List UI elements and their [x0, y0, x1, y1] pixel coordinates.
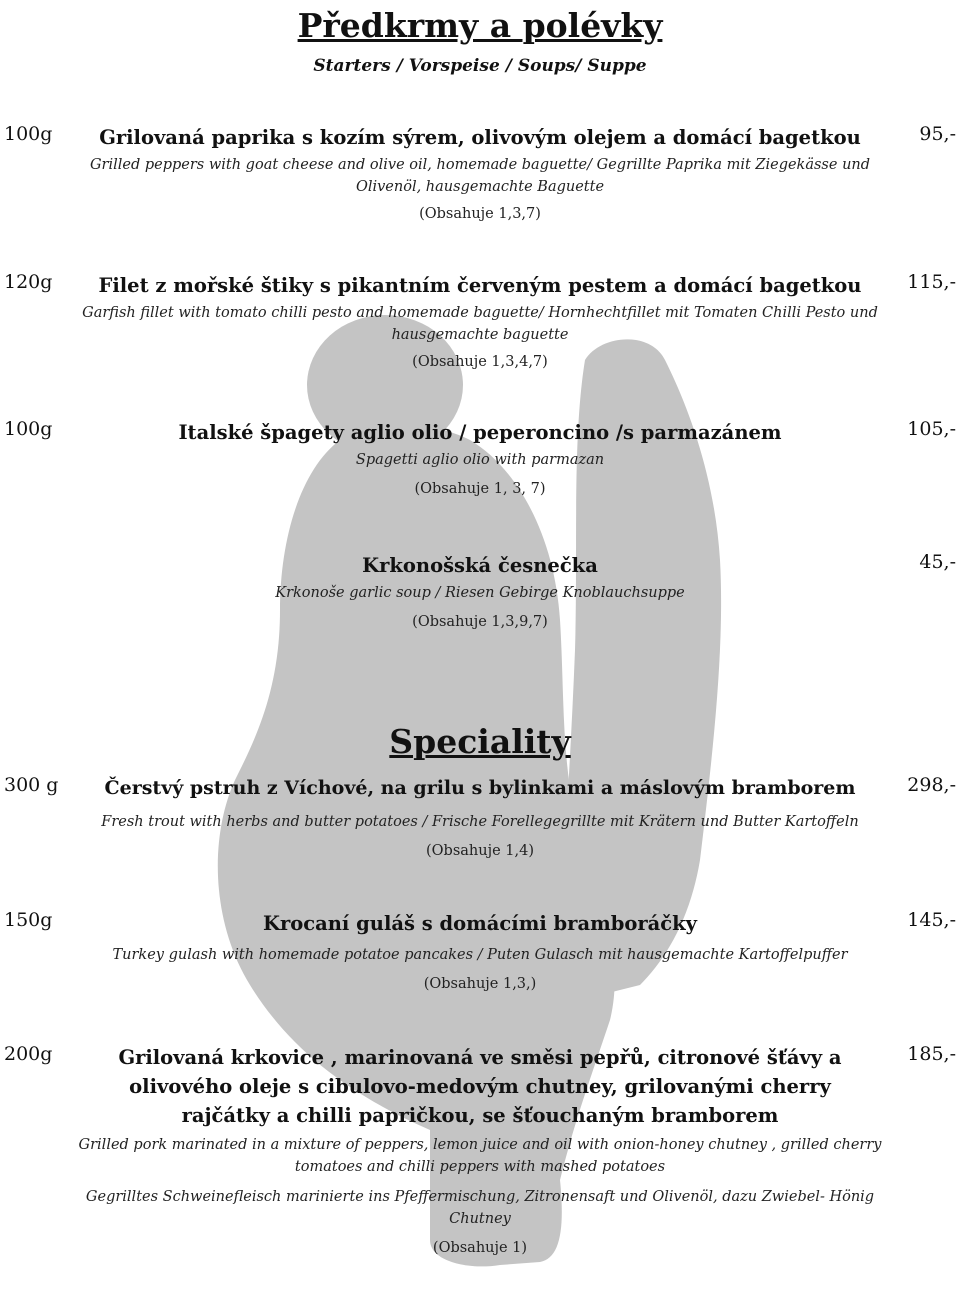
item-price: 45,-	[919, 551, 956, 573]
item-price: 105,-	[907, 418, 956, 440]
item-price: 115,-	[907, 271, 956, 293]
item-weight: 150g	[4, 909, 53, 931]
item-allergens: (Obsahuje 1,3,7)	[419, 206, 541, 222]
starters-title: Předkrmy a polévky	[297, 6, 663, 45]
item-allergens: (Obsahuje 1,3,9,7)	[412, 614, 548, 630]
starters-subtitle: Starters / Vorspeise / Soups/ Suppe	[313, 56, 647, 76]
menu-item	[0, 418, 960, 497]
item-allergens: (Obsahuje 1)	[432, 1240, 528, 1256]
item-allergens: (Obsahuje 1,3,4,7)	[412, 354, 548, 370]
item-description: Grilled pork marinated in a mixture of peppers, lemon juice and oil with onion-honey chutney , grilled cherry tomatoes and chilli peppers with mashed potatoes	[78, 1137, 882, 1175]
item-allergens: (Obsahuje 1, 3, 7)	[414, 481, 546, 497]
item-price: 185,-	[907, 1043, 956, 1065]
item-description: Gegrilltes Schweinefleisch marinierte ins Pfeffermischung, Zitronensaft und Olivenöl, dazu Zwiebel- Hönig Chutney	[85, 1189, 875, 1227]
item-name: Italské špagety aglio olio / peperoncino /s parmazánem	[178, 421, 782, 444]
item-allergens: (Obsahuje 1,3,)	[423, 976, 537, 992]
item-description: Fresh trout with herbs and butter potatoes / Frische Forellegegrillte mit Krätern und Butter Kartoffeln	[101, 814, 859, 830]
menu-item	[0, 774, 960, 859]
specials-title: Speciality	[389, 722, 571, 761]
item-weight: 120g	[4, 271, 53, 293]
item-description: Turkey gulash with homemade potatoe pancakes / Puten Gulasch mit hausgemachte Kartoffelpuffer	[112, 947, 848, 963]
item-price: 95,-	[919, 123, 956, 145]
item-description: Krkonoše garlic soup / Riesen Gebirge Knoblauchsuppe	[275, 585, 685, 601]
menu-item	[0, 1043, 960, 1256]
item-price: 145,-	[907, 909, 956, 931]
item-name: Filet z mořské štiky s pikantním červeným pestem a domácí bagetkou	[98, 274, 862, 297]
menu-item	[0, 909, 960, 992]
item-allergens: (Obsahuje 1,4)	[426, 843, 534, 859]
item-weight: 300 g	[4, 774, 59, 796]
item-name: Grilovaná paprika s kozím sýrem, olivovým olejem a domácí bagetkou	[99, 126, 861, 149]
item-name: Krkonošská česnečka	[362, 554, 598, 577]
item-description: Spagetti aglio olio with parmazan	[355, 452, 605, 468]
item-weight: 200g	[4, 1043, 53, 1065]
item-description: Garfish fillet with tomato chilli pesto and homemade baguette/ Hornhechtfillet mit Tomaten Chilli Pesto und hausgemachte baguette	[82, 305, 878, 343]
menu-item	[0, 123, 960, 222]
menu-item	[0, 271, 960, 370]
item-description: Grilled peppers with goat cheese and olive oil, homemade baguette/ Gegrillte Paprika mit Ziegekässe und Olivenöl, hausgemachte Baguette	[89, 157, 871, 195]
item-price: 298,-	[907, 774, 956, 796]
item-name: Čerstvý pstruh z Víchové, na grilu s bylinkami a máslovým bramborem	[104, 777, 856, 799]
item-weight: 100g	[4, 123, 53, 145]
item-weight: 100g	[4, 418, 53, 440]
menu-item	[0, 551, 960, 630]
item-name: Grilovaná krkovice , marinovaná ve směsi pepřů, citronové šťávy a olivového oleje s cibulovo-medovým chutney, grilovanými cherry rajčátky a chilli papričkou, se šťouchaným bramborem	[118, 1046, 842, 1127]
item-name: Krocaní guláš s domácími bramboráčky	[263, 912, 697, 935]
